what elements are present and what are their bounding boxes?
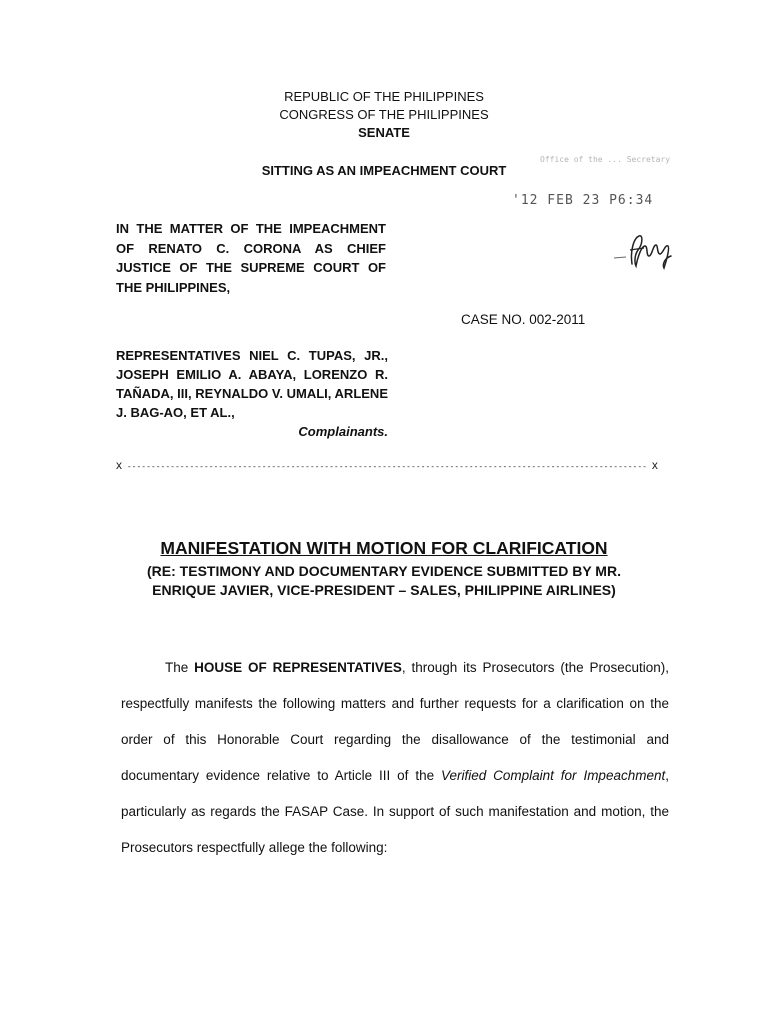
body-paragraph: [121, 650, 669, 866]
header-congress: CONGRESS OF THE PHILIPPINES: [279, 107, 489, 122]
receipt-stamp-date: '12 FEB 23 P6:34: [512, 193, 654, 208]
divider-left-x: x: [116, 459, 122, 472]
header-republic: REPUBLIC OF THE PHILIPPINES: [284, 89, 484, 104]
subtitle-line-1: (RE: TESTIMONY AND DOCUMENTARY EVIDENCE SUBMITTED BY MR.: [147, 563, 621, 579]
document-title: MANIFESTATION WITH MOTION FOR CLARIFICATION: [160, 538, 608, 558]
body-part-2: , particularly as regards the FASAP Case. In support of such manifestation and motion, the Prosecutors respectfully allege the following:: [121, 768, 669, 855]
body-part-1: , through its Prosecutors (the Prosecution), respectfully manifests the following matters and further requests for a clarification on the order of this Honorable Court regarding the disallowance of the testimonial and documentary evidence relative to Article III of the: [121, 660, 669, 783]
receipt-stamp-office: Office of the ... Secretary: [540, 155, 671, 164]
document-subtitle: [0, 562, 768, 600]
complainants-block: [116, 346, 388, 441]
caption-divider: [116, 459, 666, 473]
complainants-names: REPRESENTATIVES NIEL C. TUPAS, JR., JOSEPH EMILIO A. ABAYA, LORENZO R. TAÑADA, III, REYNALDO V. UMALI, ARLENE J. BAG-AO, ET AL.,: [116, 348, 388, 420]
divider-right-x: x: [651, 459, 658, 472]
subtitle-line-2: ENRIQUE JAVIER, VICE-PRESIDENT – SALES, PHILIPPINE AIRLINES): [152, 582, 616, 598]
header-impeachment-court: SITTING AS AN IMPEACHMENT COURT: [261, 163, 507, 178]
receipt-signature-icon: [612, 228, 674, 270]
complainants-role: Complainants.: [298, 424, 388, 439]
body-house-of-representatives: HOUSE OF REPRESENTATIVES: [194, 660, 402, 675]
case-matter-caption: IN THE MATTER OF THE IMPEACHMENT OF RENATO C. CORONA AS CHIEF JUSTICE OF THE SUPREME COURT OF THE PHILIPPINES,: [116, 221, 386, 295]
divider-dashes: ------------------------------------------------------------------------------------------------------------: [126, 462, 652, 471]
body-verified-complaint: Verified Complaint for Impeachment: [440, 768, 666, 783]
case-number: CASE NO. 002-2011: [461, 312, 586, 327]
header-senate: SENATE: [358, 125, 410, 140]
body-the: The: [165, 660, 189, 675]
